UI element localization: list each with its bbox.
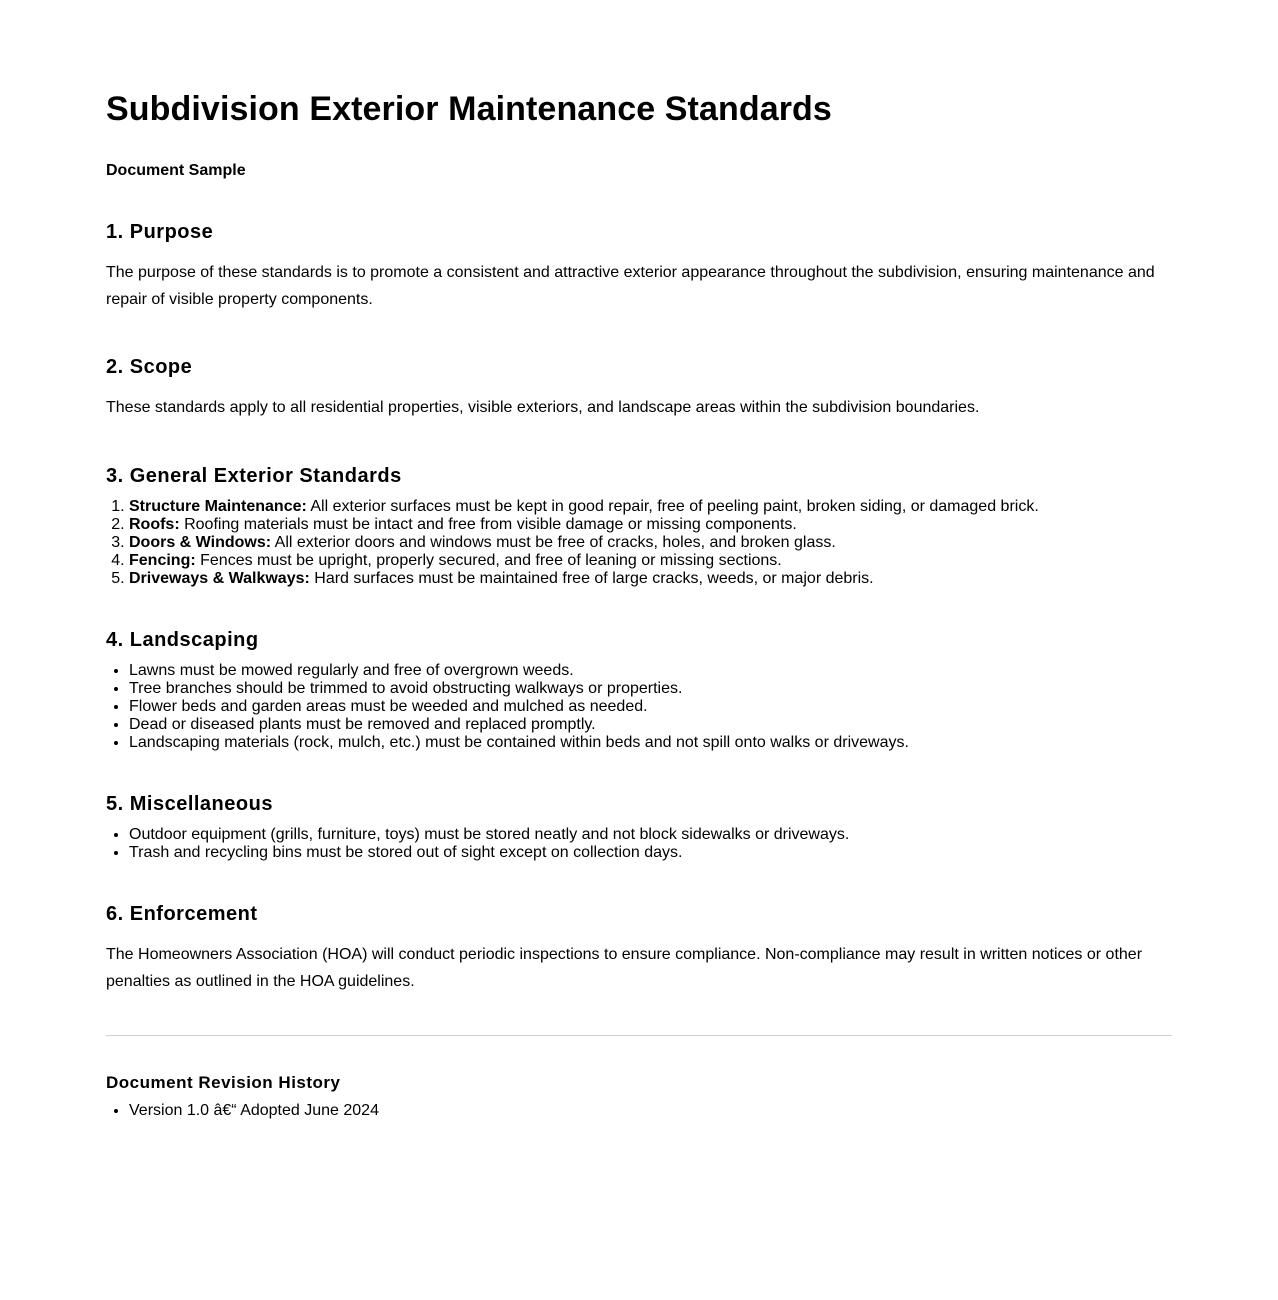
section-heading: 6. Enforcement	[106, 903, 258, 925]
item-label: Structure Maintenance:	[129, 498, 307, 515]
document-subtitle: Document Sample	[106, 162, 246, 179]
list-item: • Flower beds and garden areas must be weeded and mulched as needed.	[129, 698, 1172, 716]
item-text: All exterior surfaces must be kept in good repair, free of peeling paint, broken siding, or damaged brick.	[306, 498, 1039, 515]
section-heading: 5. Miscellaneous	[106, 793, 273, 815]
revision-history	[106, 1073, 1172, 1120]
miscellaneous-list	[106, 826, 1172, 862]
document-page	[106, 0, 1172, 1120]
divider	[106, 1035, 1172, 1036]
list-item: • Lawns must be mowed regularly and free of overgrown weeds.	[129, 662, 1172, 680]
section-miscellaneous	[106, 792, 1172, 862]
section-scope	[106, 355, 1172, 421]
section-landscaping	[106, 628, 1172, 752]
item-label: Doors & Windows:	[129, 534, 272, 551]
item-text: All exterior doors and windows must be free of cracks, holes, and broken glass.	[271, 534, 836, 551]
list-item: • Dead or diseased plants must be removed and replaced promptly.	[129, 716, 1172, 734]
section-enforcement	[106, 902, 1172, 995]
section-general-exterior-standards	[106, 464, 1172, 588]
general-standards-list	[106, 498, 1172, 588]
section-heading: 2. Scope	[106, 356, 193, 378]
list-item	[129, 570, 1172, 588]
list-item: • Outdoor equipment (grills, furniture, toys) must be stored neatly and not block sidewalks or driveways.	[129, 826, 1172, 844]
item-label: Driveways & Walkways:	[129, 570, 310, 587]
item-label: Fencing:	[129, 552, 196, 569]
list-item	[129, 534, 1172, 552]
section-body: The Homeowners Association (HOA) will conduct periodic inspections to ensure compliance. Non-compliance may result in written notices or other penalties as outlined in the HOA guidelines.	[106, 946, 1143, 990]
revision-history-heading: Document Revision History	[106, 1073, 341, 1092]
section-heading: 4. Landscaping	[106, 629, 259, 651]
section-heading: 3. General Exterior Standards	[106, 465, 402, 487]
list-item	[129, 516, 1172, 534]
list-item: • Trash and recycling bins must be stored out of sight except on collection days.	[129, 844, 1172, 862]
section-body: The purpose of these standards is to promote a consistent and attractive exterior appearance throughout the subdivision, ensuring maintenance and repair of visible property components.	[106, 264, 1155, 308]
list-item: • Tree branches should be trimmed to avoid obstructing walkways or properties.	[129, 680, 1172, 698]
landscaping-list	[106, 662, 1172, 752]
section-purpose	[106, 220, 1172, 313]
item-text: Hard surfaces must be maintained free of large cracks, weeds, or major debris.	[309, 570, 874, 587]
list-item	[129, 552, 1172, 570]
item-text: Roofing materials must be intact and free from visible damage or missing components.	[179, 516, 797, 533]
section-body: These standards apply to all residential properties, visible exteriors, and landscape areas within the subdivision boundaries.	[106, 399, 980, 416]
revision-item: • Version 1.0 â€“ Adopted June 2024	[129, 1102, 1172, 1120]
section-heading: 1. Purpose	[106, 221, 214, 243]
page-title: Subdivision Exterior Maintenance Standards	[106, 90, 832, 128]
list-item: • Landscaping materials (rock, mulch, etc.) must be contained within beds and not spill onto walks or driveways.	[129, 734, 1172, 752]
item-text: Fences must be upright, properly secured, and free of leaning or missing sections.	[195, 552, 782, 569]
item-label: Roofs:	[129, 516, 180, 533]
revision-history-list	[106, 1102, 1172, 1120]
list-item	[129, 498, 1172, 516]
